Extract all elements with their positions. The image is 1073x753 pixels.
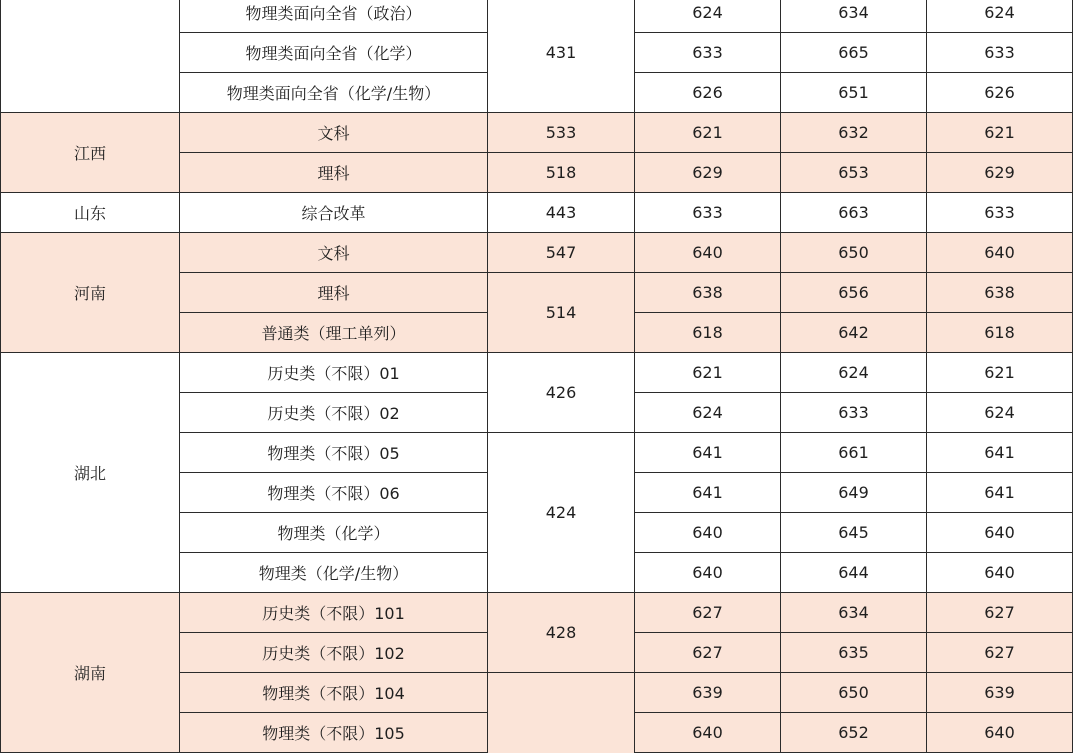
min-score-cell: 641 <box>927 433 1073 473</box>
province-cell: 湖北 <box>1 353 180 593</box>
category-cell: 综合改革 <box>180 193 488 233</box>
highest-score-cell: 653 <box>781 153 927 193</box>
highest-score-cell: 650 <box>781 233 927 273</box>
table-row <box>1 193 1073 233</box>
category-cell: 物理类（化学/生物） <box>180 553 488 593</box>
max-score-cell: 640 <box>635 513 781 553</box>
max-score-cell: 621 <box>635 353 781 393</box>
control-line-cell: 426 <box>488 353 635 433</box>
min-score-cell: 627 <box>927 633 1073 673</box>
max-score-cell: 638 <box>635 273 781 313</box>
max-score-cell: 640 <box>635 233 781 273</box>
control-line-cell: 431 <box>488 0 635 113</box>
province-cell <box>1 0 180 113</box>
category-cell: 历史类（不限）101 <box>180 593 488 633</box>
min-score-cell: 624 <box>927 0 1073 33</box>
highest-score-cell: 624 <box>781 353 927 393</box>
highest-score-cell: 645 <box>781 513 927 553</box>
category-cell: 物理类面向全省（化学） <box>180 33 488 73</box>
table-row <box>1 113 1073 153</box>
max-score-cell: 624 <box>635 0 781 33</box>
control-line-cell: 518 <box>488 153 635 193</box>
highest-score-cell: 634 <box>781 593 927 633</box>
province-cell: 江西 <box>1 113 180 193</box>
category-cell: 物理类（不限）105 <box>180 713 488 753</box>
highest-score-cell: 656 <box>781 273 927 313</box>
highest-score-cell: 650 <box>781 673 927 713</box>
province-cell: 河南 <box>1 233 180 353</box>
category-cell: 理科 <box>180 153 488 193</box>
table-row <box>1 593 1073 633</box>
max-score-cell: 626 <box>635 73 781 113</box>
category-cell: 物理类（化学） <box>180 513 488 553</box>
min-score-cell: 640 <box>927 513 1073 553</box>
province-cell: 湖南 <box>1 593 180 753</box>
highest-score-cell: 651 <box>781 73 927 113</box>
max-score-cell: 633 <box>635 193 781 233</box>
min-score-cell: 640 <box>927 713 1073 753</box>
table-row <box>1 0 1073 33</box>
control-line-cell: 533 <box>488 113 635 153</box>
min-score-cell: 621 <box>927 113 1073 153</box>
highest-score-cell: 665 <box>781 33 927 73</box>
highest-score-cell: 649 <box>781 473 927 513</box>
highest-score-cell: 652 <box>781 713 927 753</box>
min-score-cell: 641 <box>927 473 1073 513</box>
min-score-cell: 621 <box>927 353 1073 393</box>
highest-score-cell: 661 <box>781 433 927 473</box>
max-score-cell: 627 <box>635 633 781 673</box>
min-score-cell: 633 <box>927 193 1073 233</box>
min-score-cell: 624 <box>927 393 1073 433</box>
control-line-cell: 428 <box>488 593 635 673</box>
category-cell: 物理类（不限）06 <box>180 473 488 513</box>
category-cell: 历史类（不限）02 <box>180 393 488 433</box>
category-cell: 物理类面向全省（政治） <box>180 0 488 33</box>
max-score-cell: 627 <box>635 593 781 633</box>
highest-score-cell: 633 <box>781 393 927 433</box>
max-score-cell: 629 <box>635 153 781 193</box>
highest-score-cell: 663 <box>781 193 927 233</box>
table-body <box>1 0 1073 753</box>
category-cell: 理科 <box>180 273 488 313</box>
category-cell: 普通类（理工单列） <box>180 313 488 353</box>
control-line-cell <box>488 673 635 753</box>
min-score-cell: 626 <box>927 73 1073 113</box>
control-line-cell: 514 <box>488 273 635 353</box>
min-score-cell: 640 <box>927 233 1073 273</box>
category-cell: 物理类（不限）104 <box>180 673 488 713</box>
category-cell: 文科 <box>180 233 488 273</box>
min-score-cell: 629 <box>927 153 1073 193</box>
category-cell: 文科 <box>180 113 488 153</box>
table-row <box>1 233 1073 273</box>
max-score-cell: 633 <box>635 33 781 73</box>
category-cell: 历史类（不限）01 <box>180 353 488 393</box>
highest-score-cell: 635 <box>781 633 927 673</box>
control-line-cell: 424 <box>488 433 635 593</box>
highest-score-cell: 632 <box>781 113 927 153</box>
category-cell: 历史类（不限）102 <box>180 633 488 673</box>
min-score-cell: 618 <box>927 313 1073 353</box>
max-score-cell: 618 <box>635 313 781 353</box>
max-score-cell: 640 <box>635 553 781 593</box>
min-score-cell: 639 <box>927 673 1073 713</box>
control-line-cell: 547 <box>488 233 635 273</box>
highest-score-cell: 634 <box>781 0 927 33</box>
max-score-cell: 621 <box>635 113 781 153</box>
category-cell: 物理类面向全省（化学/生物） <box>180 73 488 113</box>
table-row <box>1 353 1073 393</box>
highest-score-cell: 644 <box>781 553 927 593</box>
province-cell: 山东 <box>1 193 180 233</box>
control-line-cell: 443 <box>488 193 635 233</box>
highest-score-cell: 642 <box>781 313 927 353</box>
min-score-cell: 627 <box>927 593 1073 633</box>
min-score-cell: 638 <box>927 273 1073 313</box>
category-cell: 物理类（不限）05 <box>180 433 488 473</box>
max-score-cell: 641 <box>635 433 781 473</box>
max-score-cell: 641 <box>635 473 781 513</box>
max-score-cell: 624 <box>635 393 781 433</box>
min-score-cell: 633 <box>927 33 1073 73</box>
max-score-cell: 640 <box>635 713 781 753</box>
max-score-cell: 639 <box>635 673 781 713</box>
min-score-cell: 640 <box>927 553 1073 593</box>
